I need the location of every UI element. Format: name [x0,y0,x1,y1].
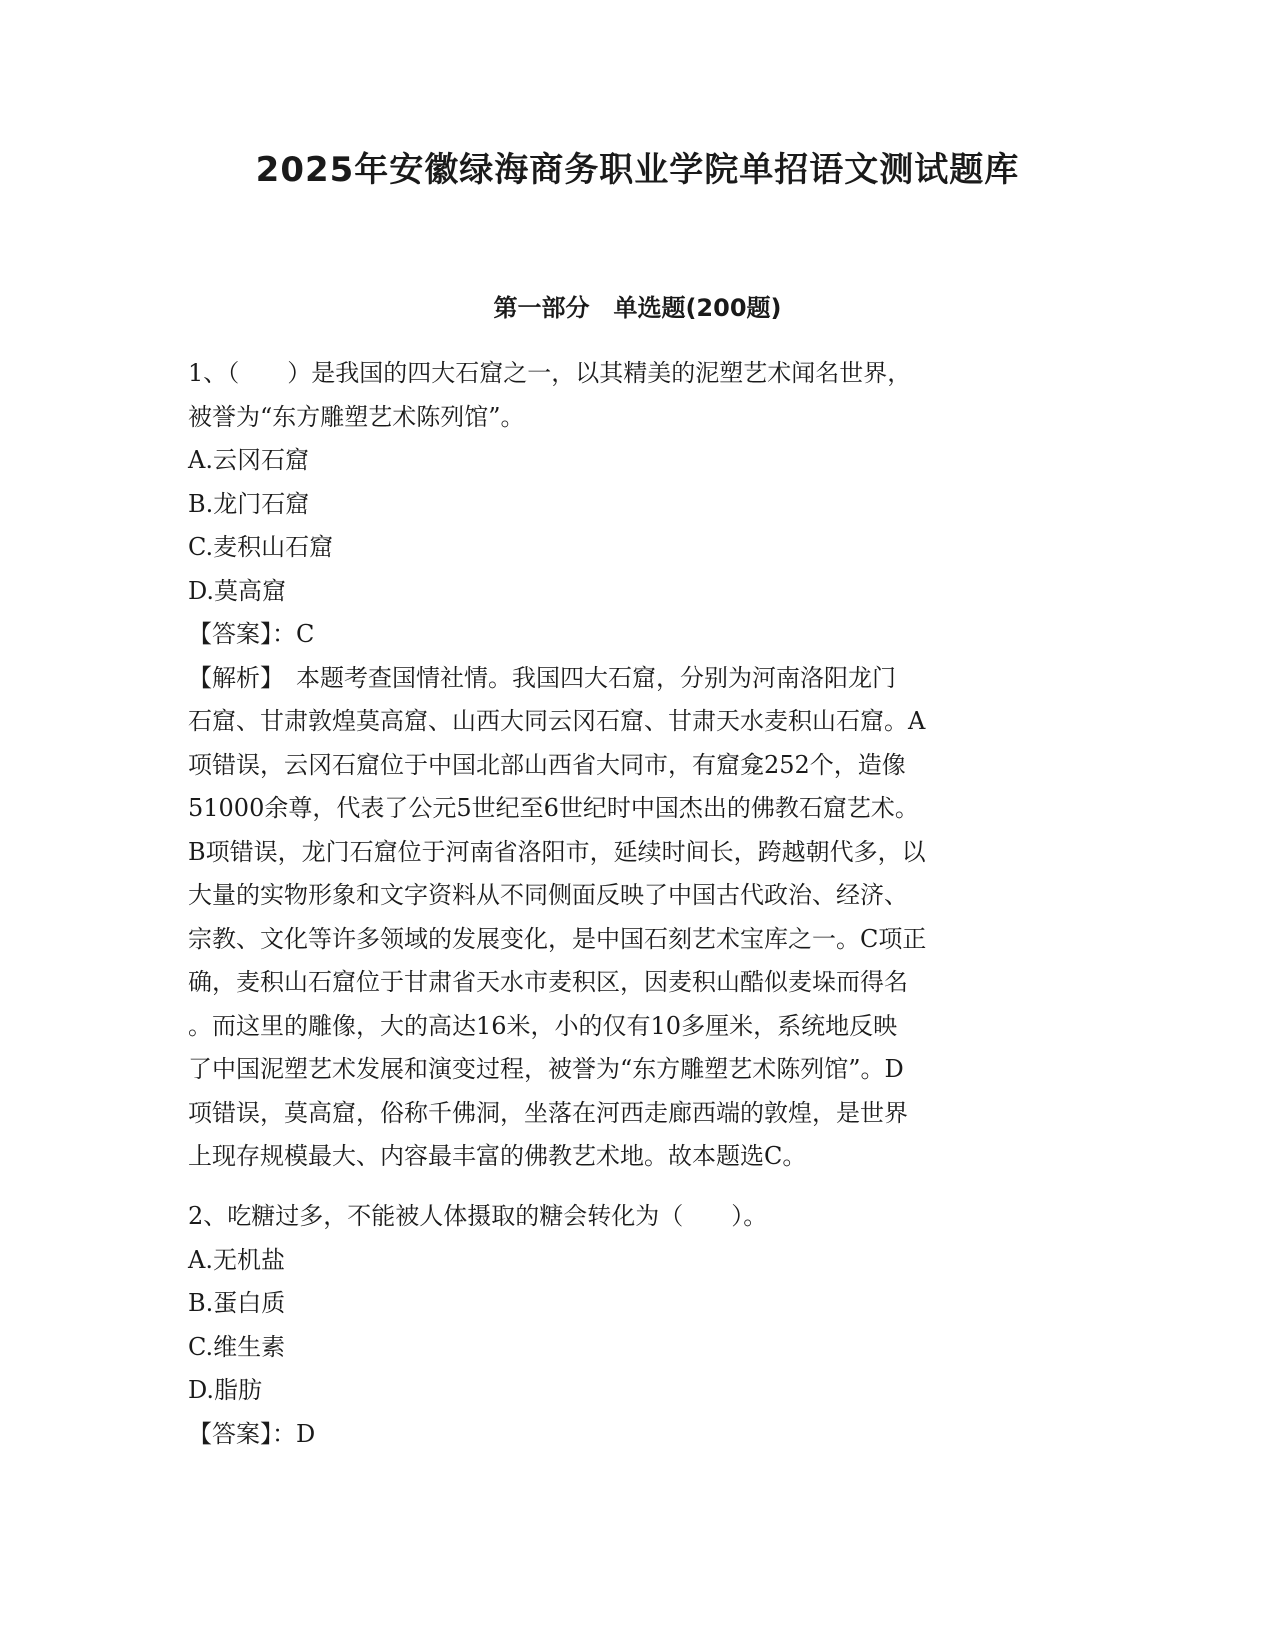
answer-value: C [296,620,315,648]
stem-line: 1、（ ）是我国的四大石窟之一，以其精美的泥塑艺术闻名世界， [188,359,912,387]
section-heading: 第一部分 单选题(200题) [493,294,782,322]
answer-line [188,1413,1088,1457]
question-stem [188,1195,1088,1239]
option-b: B.蛋白质 [188,1289,286,1317]
option-a: A.云冈石窟 [188,446,309,474]
option-d: D.莫高窟 [188,576,287,605]
option-b: B.龙门石窟 [188,489,310,518]
analysis-line: 石窟、甘肃敦煌莫高窟、山西大同云冈石窟、甘肃天水麦积山石窟。A [188,707,926,735]
analysis-line: 51000余尊，代表了公元5世纪至6世纪时中国杰出的佛教石窟艺术。 [188,794,919,822]
analysis-block [188,657,1088,1179]
question-1 [188,352,1088,1179]
answer-label: 【答案】： [188,1419,296,1448]
question-stem [188,352,1088,439]
option-c: C.麦积山石窟 [188,533,334,561]
analysis-line: 确，麦积山石窟位于甘肃省天水市麦积区，因麦积山酷似麦垛而得名 [188,968,908,996]
document-title: 2025年安徽绿海商务职业学院单招语文测试题库 [255,150,1020,190]
analysis-line: 上现存规模最大、内容最丰富的佛教艺术地。故本题选C。 [188,1142,807,1170]
option-a: A.无机盐 [188,1245,285,1274]
analysis-line: 大量的实物形象和文字资料从不同侧面反映了中国古代政治、经济、 [188,881,908,909]
option-c: C.维生素 [188,1332,286,1361]
answer-line [188,613,1088,657]
options-list [188,439,1088,613]
options-list [188,1239,1088,1413]
question-2 [188,1195,1088,1456]
stem-line: 被誉为“东方雕塑艺术陈列馆”。 [188,402,525,431]
analysis-line: 【解析】 本题考查国情社情。我国四大石窟，分别为河南洛阳龙门 [188,663,896,692]
option-d: D.脂肪 [188,1376,263,1404]
analysis-line: 宗教、文化等许多领域的发展变化，是中国石刻艺术宝库之一。C项正 [188,924,927,953]
analysis-line: B项错误，龙门石窟位于河南省洛阳市，延续时间长，跨越朝代多，以 [188,837,926,866]
analysis-line: 了中国泥塑艺术发展和演变过程，被誉为“东方雕塑艺术陈列馆”。D [188,1055,904,1083]
analysis-line: 项错误，云冈石窟位于中国北部山西省大同市，有窟龛252个，造像 [188,750,906,779]
answer-label: 【答案】： [188,620,296,648]
answer-value: D [296,1419,316,1448]
stem-line: 2、吃糖过多，不能被人体摄取的糖会转化为（ ）。 [188,1202,768,1230]
analysis-line: 项错误，莫高窟，俗称千佛洞，坐落在河西走廊西端的敦煌，是世界 [188,1098,908,1127]
analysis-line: 。而这里的雕像，大的高达16米，小的仅有10多厘米，系统地反映 [188,1011,898,1040]
